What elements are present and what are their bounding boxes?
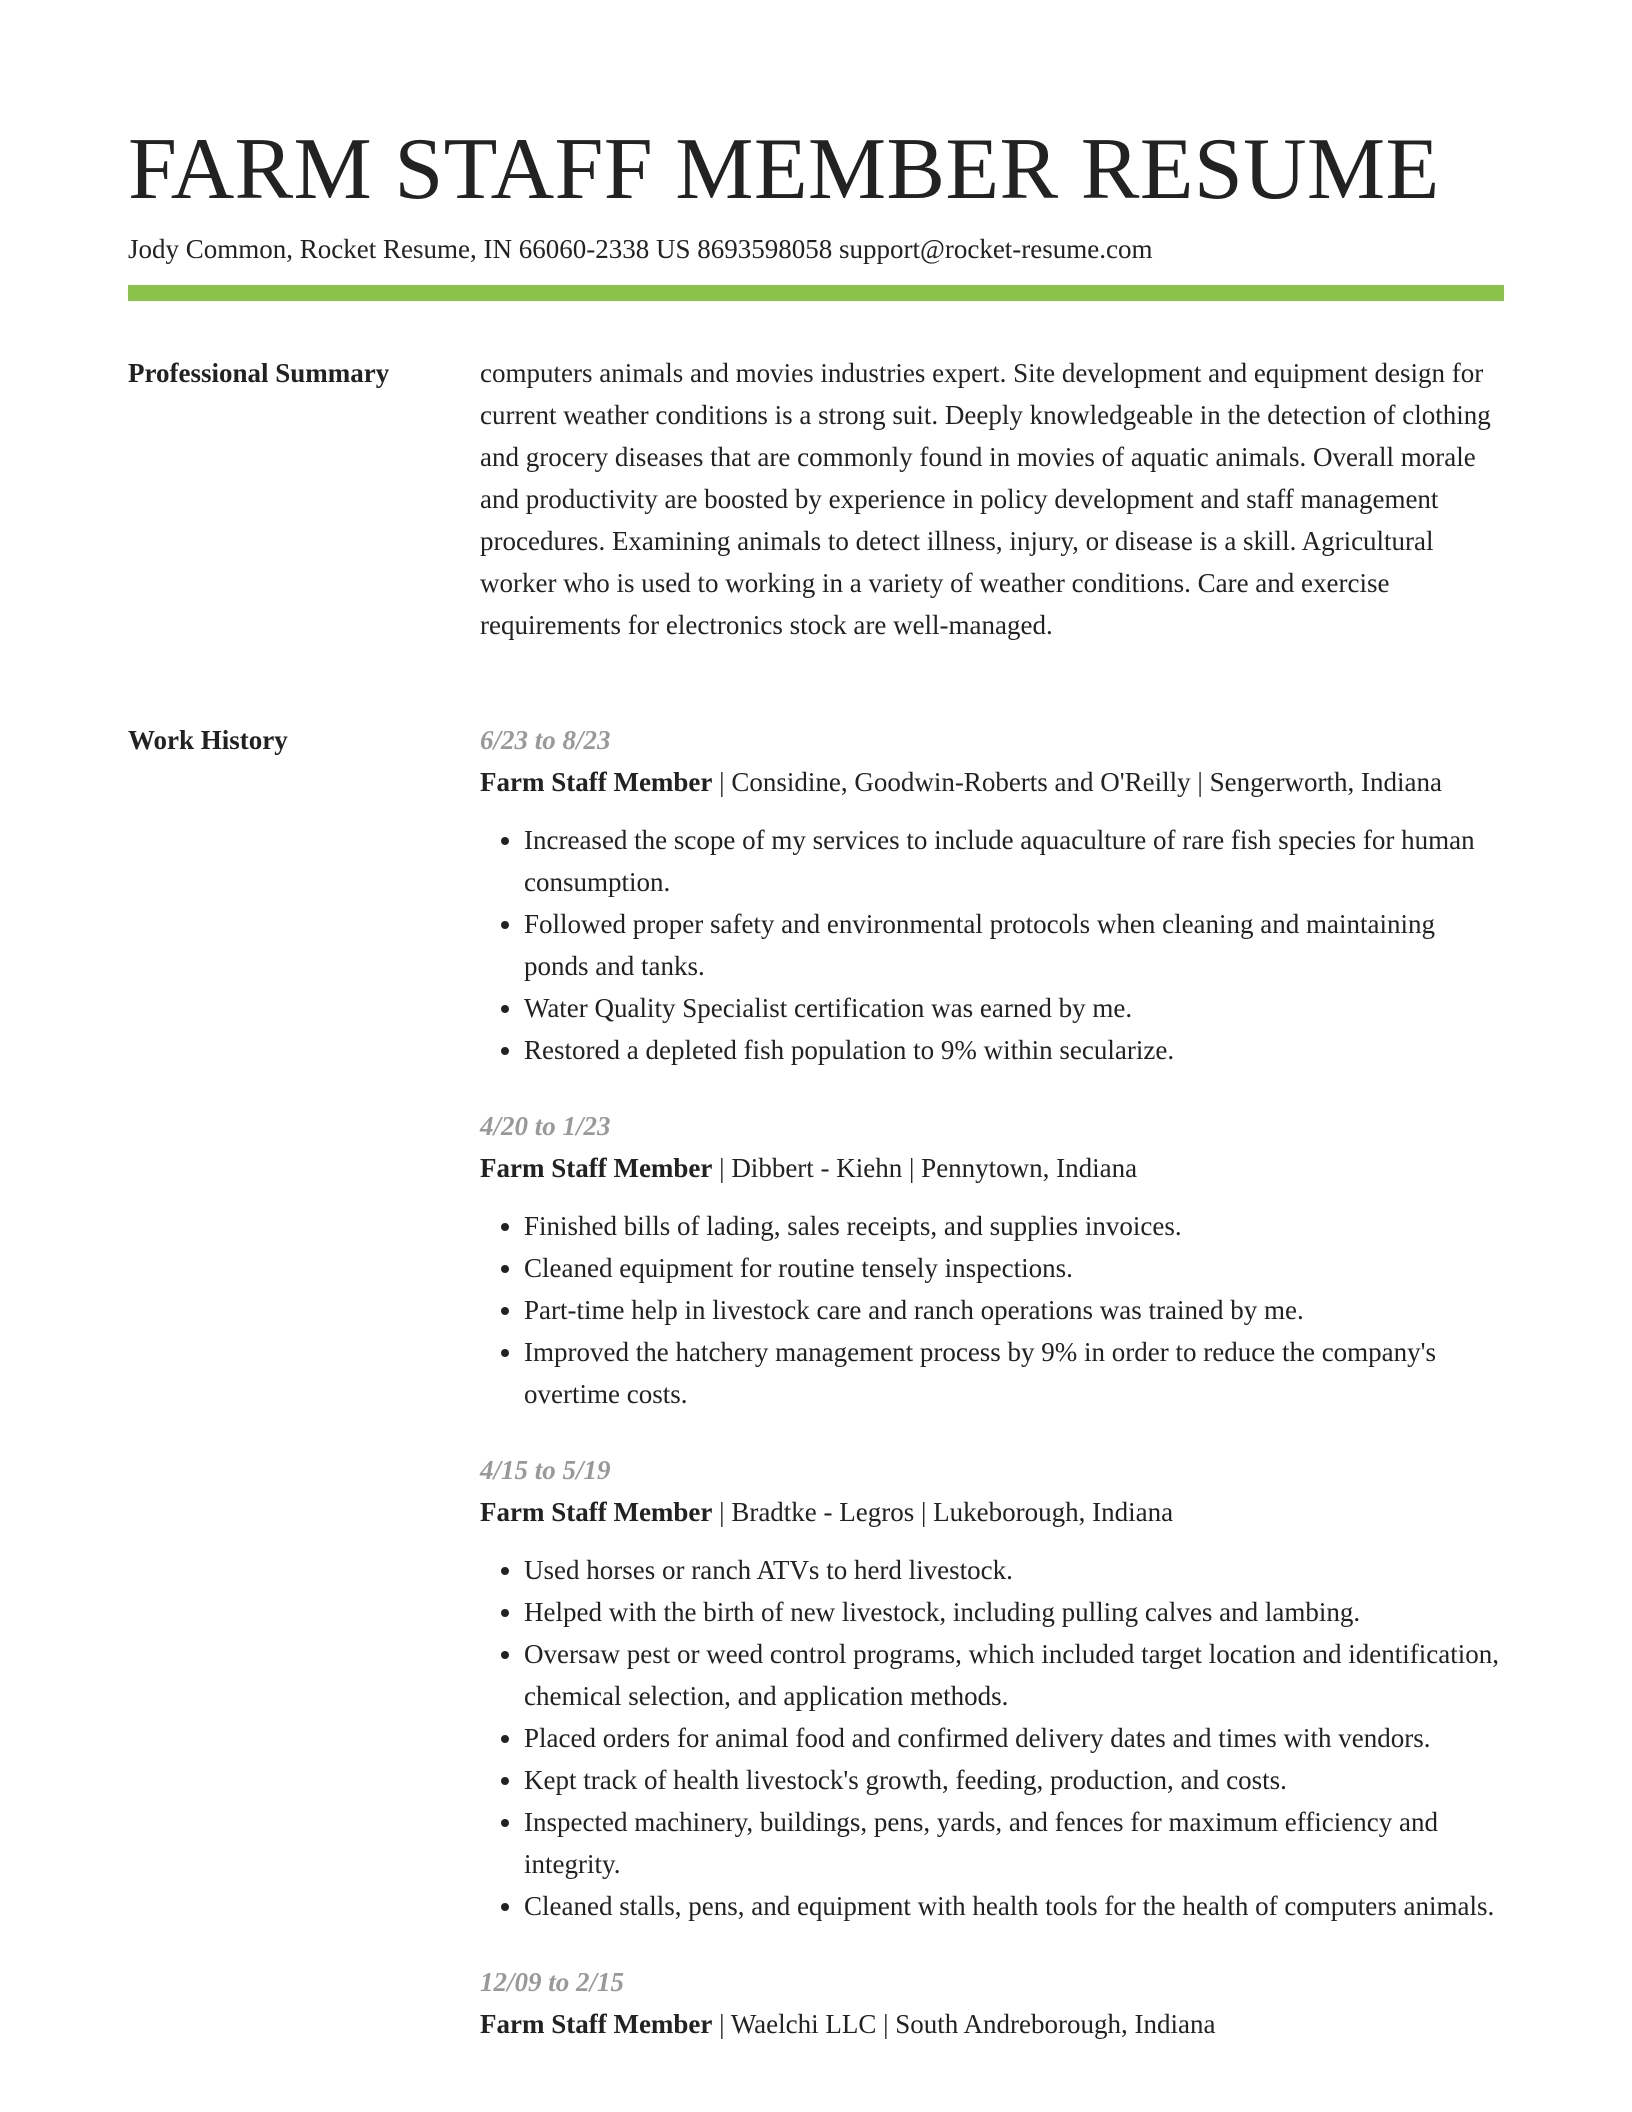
job-bullet: • Kept track of health livestock's growth, feeding, production, and costs. [524,1759,1504,1801]
job-bullet: • Water Quality Specialist certification was earned by me. [524,987,1504,1029]
job-list [480,719,1504,2079]
job-separator: | [876,2009,896,2039]
job-title: Farm Staff Member [480,2009,713,2039]
job-company: Considine, Goodwin-Roberts and O'Reilly [731,767,1191,797]
job-company: Waelchi LLC [730,2009,877,2039]
job-bullet: • Oversaw pest or weed control programs, which included target location and identification, chemical selection, and application methods. [524,1633,1504,1717]
job-dates: 4/15 to 5/19 [480,1455,611,1485]
job-location: Sengerworth, Indiana [1209,767,1442,797]
job-bullet: • Part-time help in livestock care and ranch operations was trained by me. [524,1289,1504,1331]
summary-text: computers animals and movies industries expert. Site development and equipment design for current weather conditions is a strong suit. Deeply knowledgeable in the detection of clothing and grocery diseases that are commonly found in movies of aquatic animals. Overall morale and productivity are boosted by experience in policy development and staff management procedures. Examining animals to detect illness, injury, or disease is a skill. Agricultural worker who is used to working in a variety of weather conditions. Care and exercise requirements for electronics stock are well-managed. [480,358,1491,640]
job-bullet: • Used horses or ranch ATVs to herd livestock. [524,1549,1504,1591]
job-entry [480,719,1504,1071]
job-heading [480,1147,1504,1189]
job-bullet: • Cleaned stalls, pens, and equipment with health tools for the health of computers animals. [524,1885,1504,1927]
header-divider [128,285,1504,301]
job-bullet: • Placed orders for animal food and confirmed delivery dates and times with vendors. [524,1717,1504,1759]
job-bullet: • Restored a depleted fish population to 9% within secularize. [524,1029,1504,1071]
job-separator: | [914,1497,934,1527]
job-bullet: • Inspected machinery, buildings, pens, yards, and fences for maximum efficiency and integrity. [524,1801,1504,1885]
job-separator: | [712,2009,731,2039]
job-entry [480,1961,1504,2045]
job-dates: 4/20 to 1/23 [480,1111,611,1141]
job-separator: | [902,1153,922,1183]
job-location: Pennytown, Indiana [921,1153,1138,1183]
job-company: Dibbert - Kiehn [731,1153,903,1183]
resume-page [128,0,1504,2112]
job-heading [480,1491,1504,1533]
job-dates: 12/09 to 2/15 [480,1967,625,1997]
job-bullet-list [480,819,1504,1071]
contact-line: Jody Common, Rocket Resume, IN 66060-2338 US 8693598058 support@rocket-resume.com [128,234,1153,264]
job-heading [480,2003,1504,2045]
job-heading [480,761,1504,803]
job-entry [480,1449,1504,1927]
work-history-label: Work History [128,725,288,755]
job-entry [480,1105,1504,1415]
job-bullet: • Increased the scope of my services to include aquaculture of rare fish species for human consumption. [524,819,1504,903]
job-bullet-list [480,1549,1504,1927]
job-bullet: • Followed proper safety and environmental protocols when cleaning and maintaining ponds and tanks. [524,903,1504,987]
job-title: Farm Staff Member [480,1497,713,1527]
job-location: South Andreborough, Indiana [895,2009,1216,2039]
job-separator: | [712,1497,732,1527]
job-separator: | [712,767,732,797]
job-bullet: • Helped with the birth of new livestock, including pulling calves and lambing. [524,1591,1504,1633]
job-separator: | [1190,767,1210,797]
job-dates: 6/23 to 8/23 [480,725,611,755]
summary-label: Professional Summary [128,358,390,388]
resume-title: FARM STAFF MEMBER RESUME [128,121,1440,218]
job-bullet: • Cleaned equipment for routine tensely inspections. [524,1247,1504,1289]
job-title: Farm Staff Member [480,767,713,797]
job-bullet: • Improved the hatchery management process by 9% in order to reduce the company's overtime costs. [524,1331,1504,1415]
job-location: Lukeborough, Indiana [933,1497,1174,1527]
job-company: Bradtke - Legros [731,1497,915,1527]
job-title: Farm Staff Member [480,1153,713,1183]
job-separator: | [712,1153,732,1183]
job-bullet: • Finished bills of lading, sales receipts, and supplies invoices. [524,1205,1504,1247]
job-bullet-list [480,1205,1504,1415]
